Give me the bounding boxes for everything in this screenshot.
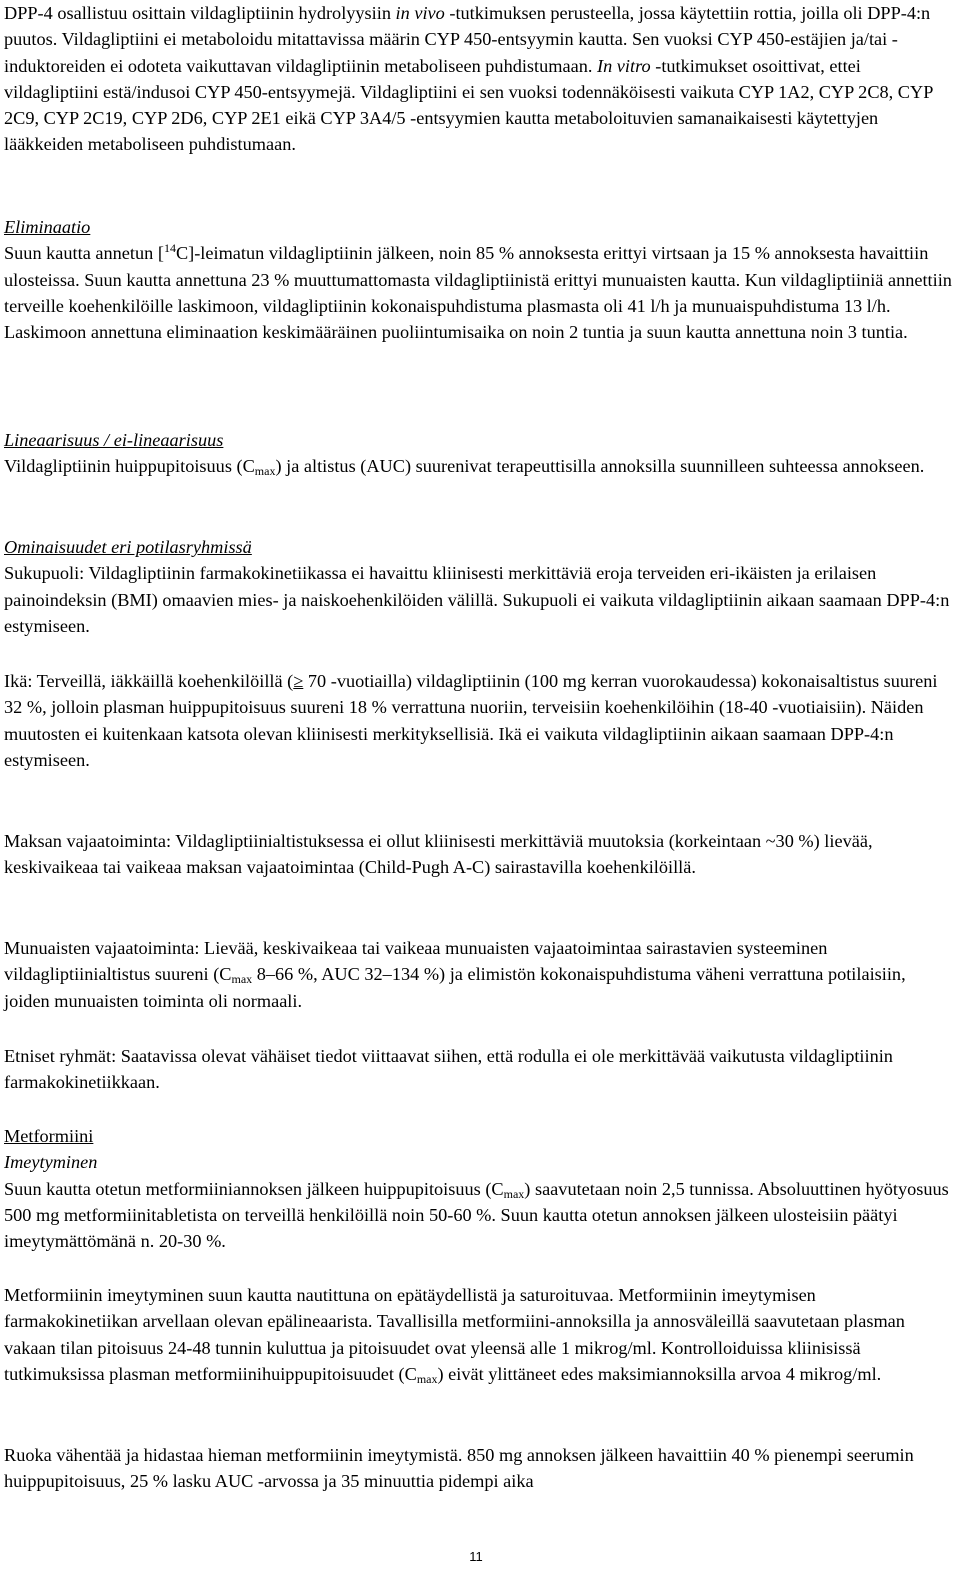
special-populations-section <box>4 534 952 639</box>
sex-paragraph: Sukupuoli: Vildagliptiinin farmakokinetiikassa ei havaittu kliinisesti merkittäviä eroja terveiden eri-ikäisten ja erilaisen painoindeksin (BMI) omaavien mies- ja naiskoehenkilöiden välillä. Sukupuoli ei vaikuta vildagliptiinin aikaan saamaan DPP-4:n estymiseen. <box>4 563 950 636</box>
ethnic-paragraph: Etniset ryhmät: Saatavissa olevat vähäiset tiedot viittaavat siihen, että rodulla ei ole merkittävää vaikutusta vildagliptiinin farmakokinetiikkaan. <box>4 1046 893 1093</box>
page-number: 11 <box>469 1549 483 1564</box>
italic-run: in vivo <box>395 3 445 23</box>
elimination-section <box>4 214 952 345</box>
text-run: 70 -vuotiailla) vildagliptiinin (100 mg kerran vuorokaudessa) kokonaisaltistus suureni 32 %, jolloin plasman huippupitoisuus suureni 18 % verrattuna nuoriin, terveisiin koehenkilöihin (18-40 -vuotiaisiin). Näiden muutosten ei kuitenkaan katsota olevan kliinisesti merkityksellisiä. Ikä ei vaikuta vildagliptiinin aikaan saamaan DPP-4:n estymiseen. <box>4 671 938 770</box>
text-run: -tutkimuksen perusteella, jossa käytettiin rottia, joilla oli DPP-4:n puutos. Vildagliptiini ei metaboloidu mitattavissa määrin CYP 450-entsyymin kautta. Sen vuoksi CYP 450-estäjien ja/tai -induktoreiden ei odoteta vaikuttavan vildagliptiinin metaboliseen puhdistumaan. <box>4 3 931 76</box>
food-paragraph: Ruoka vähentää ja hidastaa hieman metformiinin imeytymistä. 850 mg annoksen jälkeen havaittiin 40 % pienempi seerumin huippupitoisuus, 25 % lasku AUC -arvossa ja 35 minuuttia pidempi aika <box>4 1445 914 1492</box>
special-populations-heading: Ominaisuudet eri potilasryhmissä <box>4 537 252 557</box>
text-run: Vildagliptiinin huippupitoisuus (C <box>4 456 255 477</box>
metabolism-paragraph <box>4 0 952 158</box>
cmax-subscript: max <box>416 1371 438 1386</box>
text-run: 8–66 %, AUC 32–134 %) ja elimistön kokonaispuhdistuma väheni verrattuna potilaisiin, joiden munuaisten toiminta oli normaali. <box>4 964 906 1011</box>
renal-paragraph <box>4 935 952 1014</box>
metformin-section <box>4 1123 952 1254</box>
metformin-absorption-paragraph <box>4 1282 952 1387</box>
text-run: ) saavutetaan noin 2,5 tunnissa. Absoluuttinen hyötyosuus 500 mg metformiinitabletista on terveillä henkilöillä noin 50-60 %. Suun kautta otetun annoksen jälkeen ulosteisiin päätyi imeytymättömänä n. 20-30 %. <box>4 1178 949 1252</box>
linearity-section <box>4 427 952 480</box>
cmax-subscript: max <box>503 1186 525 1201</box>
cmax-subscript: max <box>231 972 253 987</box>
text-run: ) eivät ylittäneet edes maksimiannoksilla arvoa 4 mikrog/ml. <box>437 1363 882 1384</box>
text-run: C]-leimatun vildagliptiinin jälkeen, noin 85 % annoksesta erittyi virtsaan ja 15 % annoksesta havaittiin ulosteissa. Suun kautta annettuna 23 % muuttumattomasta vildagliptiinistä erittyi munuaisten kautta. Kun vildagliptiiniä annettiin terveille koehenkilöille laskimoon, vildagliptiinin kokonaispuhdistuma plasmasta oli 41 l/h ja munuaispuhdistuma 13 l/h. Laskimoon annettuna eliminaation keskimääräinen puoliintumisaika on noin 2 tuntia ja suun kautta annettuna noin 3 tuntia. <box>4 243 952 343</box>
ge-symbol: ≥ <box>293 671 304 691</box>
age-paragraph <box>4 668 952 773</box>
absorption-subheading: Imeytyminen <box>4 1152 98 1173</box>
text-run: DPP-4 osallistuu osittain vildagliptiinin hydrolyysiin <box>4 3 396 23</box>
italic-run: In vitro <box>597 55 651 76</box>
hepatic-paragraph: Maksan vajaatoiminta: Vildagliptiinialtistuksessa ei ollut kliinisesti merkittäviä muutoksia (korkeintaan ~30 %) lievää, keskivaikeaa tai vaikeaa maksan vajaatoimintaa (Child-Pugh A-C) sairastavilla koehenkilöillä. <box>4 831 873 878</box>
cmax-subscript: max <box>254 464 276 479</box>
text-run: Munuaisten vajaatoiminta: Lievää, keskivaikeaa tai vaikeaa munuaisten vajaatoimintaa sairastavien systeeminen vildagliptiinialtistus suureni (C <box>4 938 828 985</box>
text-run: Metformiinin imeytyminen suun kautta nautittuna on epätäydellistä ja saturoituvaa. Metformiinin imeytymisen farmakokinetiikan arvellaan olevan epälineaarista. Tavallisilla metformiini-annoksilla ja annosväleillä saavutetaan plasman vakaan tilan pitoisuus 24-48 tunnin kuluttua ja pitoisuudet ovat yleensä alle 1 mikrog/ml. Kontrolloiduissa kliinisissä tutkimuksissa plasman metformiinihuippupitoisuudet (C <box>4 1285 905 1384</box>
text-run: ) ja altistus (AUC) suurenivat terapeuttisilla annoksilla suunnilleen suhteessa annokseen. <box>275 456 925 477</box>
text-run: -tutkimukset osoittivat, ettei vildagliptiini estä/indusoi CYP 450-entsyymejä. Vildagliptiini ei sen vuoksi todennäköisesti vaikuta CYP 1A2, CYP 2C8, CYP 2C9, CYP 2C19, CYP 2D6, CYP 2E1 eikä CYP 3A4/5 -entsyymien kautta metaboloituvien samanaikaisesti käytettyjen lääkkeiden metaboliseen puhdistumaan. <box>4 55 933 155</box>
text-run: Suun kautta annetun [ <box>4 243 164 264</box>
linearity-heading: Lineaarisuus / ei-lineaarisuus <box>4 430 224 450</box>
text-run: Suun kautta otetun metformiiniannoksen jälkeen huippupitoisuus (C <box>4 1178 504 1199</box>
isotope-superscript: 14 <box>163 241 176 256</box>
text-run: Ikä: Terveillä, iäkkäillä koehenkilöillä ( <box>4 671 294 691</box>
elimination-heading: Eliminaatio <box>4 217 91 237</box>
metformin-heading: Metformiini <box>4 1126 94 1146</box>
